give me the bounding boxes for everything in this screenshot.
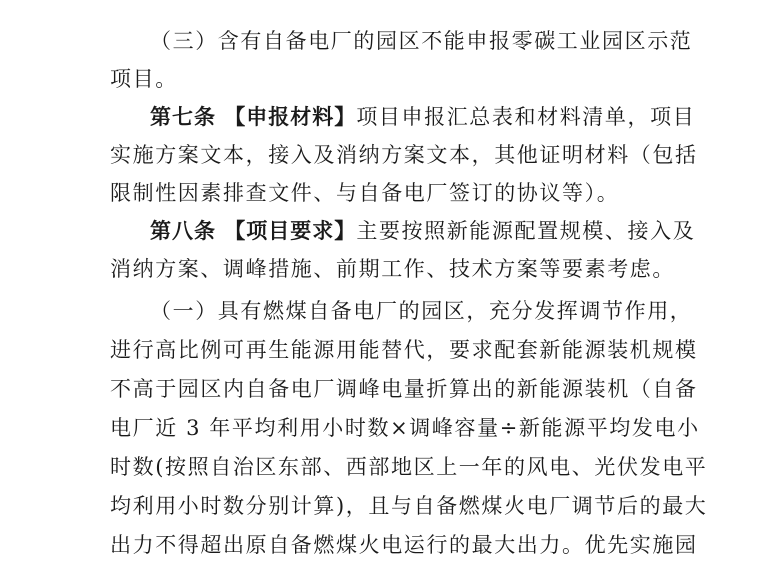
article-7-text: 项目申报汇总表和材料清单，项目 (356, 105, 696, 129)
paragraph-line: 限制性因素排查文件、与自备电厂签订的协议等）。 (110, 181, 620, 205)
paragraph-line: 时数(按照自治区东部、西部地区上一年的风电、光伏发电平 (110, 455, 708, 479)
paragraph-line: （三）含有自备电厂的园区不能申报零碳工业园区示范 (150, 29, 693, 53)
paragraph-line: 进行高比例可再生能源用能替代，要求配套新能源装机规模 (110, 338, 698, 362)
paragraph-line: 项目。 (110, 67, 178, 91)
article-8-heading: 第八条 【项目要求】 (150, 219, 357, 243)
article-7-heading: 第七条 【申报材料】 (150, 105, 357, 129)
article-7-line (150, 98, 696, 136)
paragraph-line: 消纳方案、调峰措施、前期工作、技术方案等要素考虑。 (110, 257, 675, 281)
paragraph-line: （一）具有燃煤自备电厂的园区，充分发挥调节作用， (150, 299, 693, 323)
paragraph-line: 实施方案文本，接入及消纳方案文本，其他证明材料（包括 (110, 143, 698, 167)
article-8-line (150, 212, 696, 250)
paragraph-line: 电厂近 3 年平均利用小时数×调峰容量÷新能源平均发电小 (110, 416, 700, 440)
paragraph-line: 不高于园区内自备电厂调峰电量折算出的新能源装机（自备 (110, 377, 698, 401)
article-8-text: 主要按照新能源配置规模、接入及 (356, 219, 696, 243)
paragraph-line: 均利用小时数分别计算)，且与自备燃煤火电厂调节后的最大 (110, 494, 708, 518)
paragraph-line: 出力不得超出原自备燃煤火电运行的最大出力。优先实施园 (110, 533, 698, 557)
